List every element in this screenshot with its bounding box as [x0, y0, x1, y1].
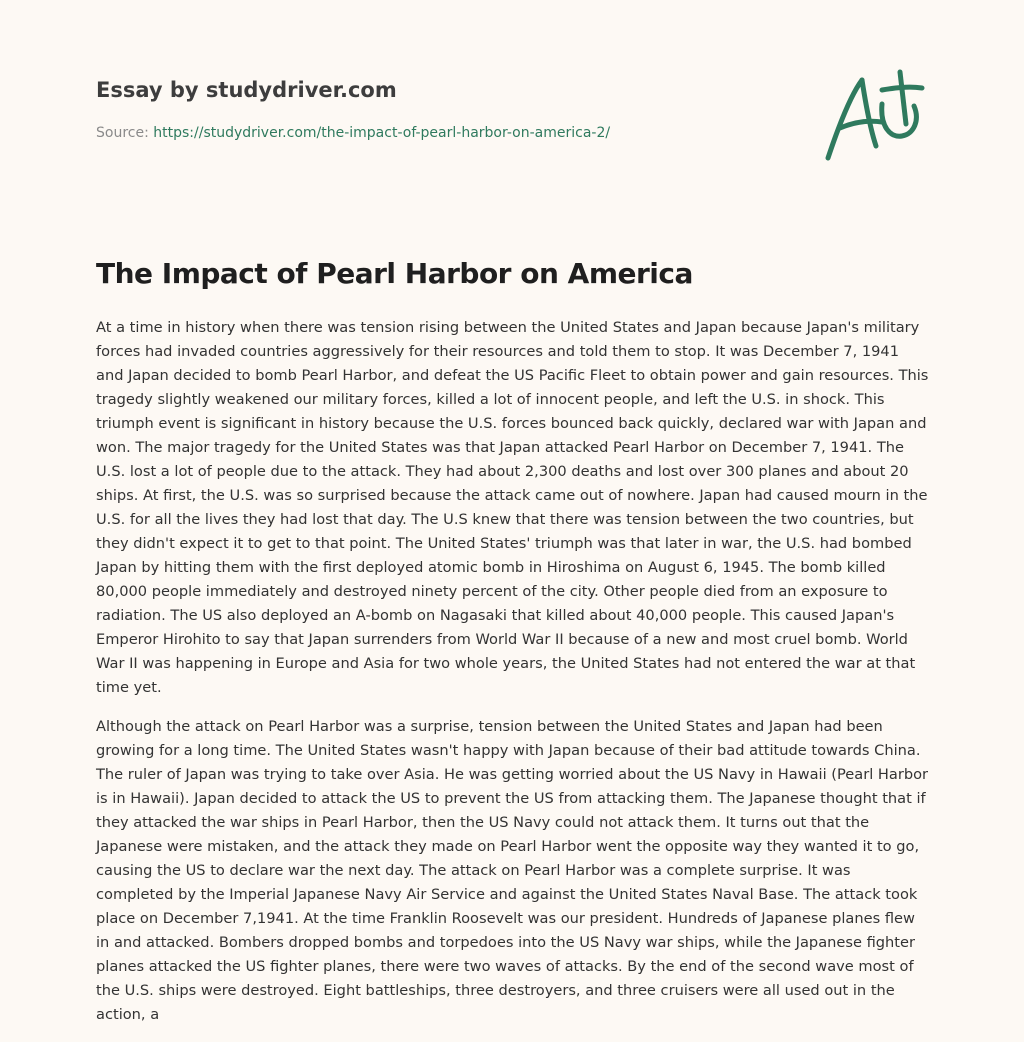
- essay-paragraph: Although the attack on Pearl Harbor was a surprise, tension between the United States and Japan had been growing for a long time. The United States wasn't happy with Japan because of their bad attitude towards China. The ruler of Japan was trying to take over Asia. He was getting worried about the US Navy in Hawaii (Pearl Harbor is in Hawaii). Japan decided to attack the US to prevent the US from attacking them. The Japanese thought that if they attacked the war ships in Pearl Harbor, then the US Navy could not attack them. It turns out that the Japanese were mistaken, and the attack they made on Pearl Harbor went the opposite way they wanted it to go, causing the US to declare war the next day. The attack on Pearl Harbor was a complete surprise. It was completed by the Imperial Japanese Navy Air Service and against the United States Naval Base. The attack took place on December 7,1941. At the time Franklin Roosevelt was our president. Hundreds of Japanese planes flew in and attacked. Bombers dropped bombs and torpedoes into the US Navy war ships, while the Japanese fighter planes attacked the US fighter planes, there were two waves of attacks. By the end of the second wave most of the U.S. ships were destroyed. Eight battleships, three destroyers, and three cruisers were all used out in the action, a: [96, 718, 929, 1023]
- essay-body: [96, 316, 930, 1042]
- essay-paragraph: At a time in history when there was tension rising between the United States and Japan because Japan's military forces had invaded countries aggressively for their resources and told them to stop. It was December 7, 1941 and Japan decided to bomb Pearl Harbor, and defeat the US Pacific Fleet to obtain power and gain resources. This tragedy slightly weakened our military forces, killed a lot of innocent people, and left the U.S. in shock. This triumph event is significant in history because the U.S. forces bounced back quickly, declared war with Japan and won. The major tragedy for the United States was that Japan attacked Pearl Harbor on December 7, 1941. The U.S. lost a lot of people due to the attack. They had about 2,300 deaths and lost over 300 planes and about 20 ships. At first, the U.S. was so surprised because the attack came out of nowhere. Japan had caused mourn in the U.S. for all the lives they had lost that day. The U.S knew that there was tension between the two countries, but they didn't expect it to get to that point. The United States' triumph was that later in war, the U.S. had bombed Japan by hitting them with the first deployed atomic bomb in Hiroshima on August 6, 1945. The bomb killed 80,000 people immediately and destroyed ninety percent of the city. Other people died from an exposure to radiation. The US also deployed an A-bomb on Nagasaki that killed about 40,000 people. This caused Japan's Emperor Hirohito to say that Japan surrenders from World War II because of a new and most cruel bomb. World War II was happening in Europe and Asia for two whole years, the United States had not entered the war at that time yet.: [96, 319, 929, 696]
- source-line: [96, 124, 796, 142]
- source-label: Source:: [96, 125, 154, 141]
- essay-title: The Impact of Pearl Harbor on America: [96, 257, 693, 290]
- a-plus-logo-icon: [820, 66, 930, 166]
- page-header: [96, 76, 796, 142]
- source-link[interactable]: https://studydriver.com/the-impact-of-pearl-harbor-on-america-2/: [153, 125, 611, 141]
- site-brand: Essay by studydriver.com: [96, 78, 397, 102]
